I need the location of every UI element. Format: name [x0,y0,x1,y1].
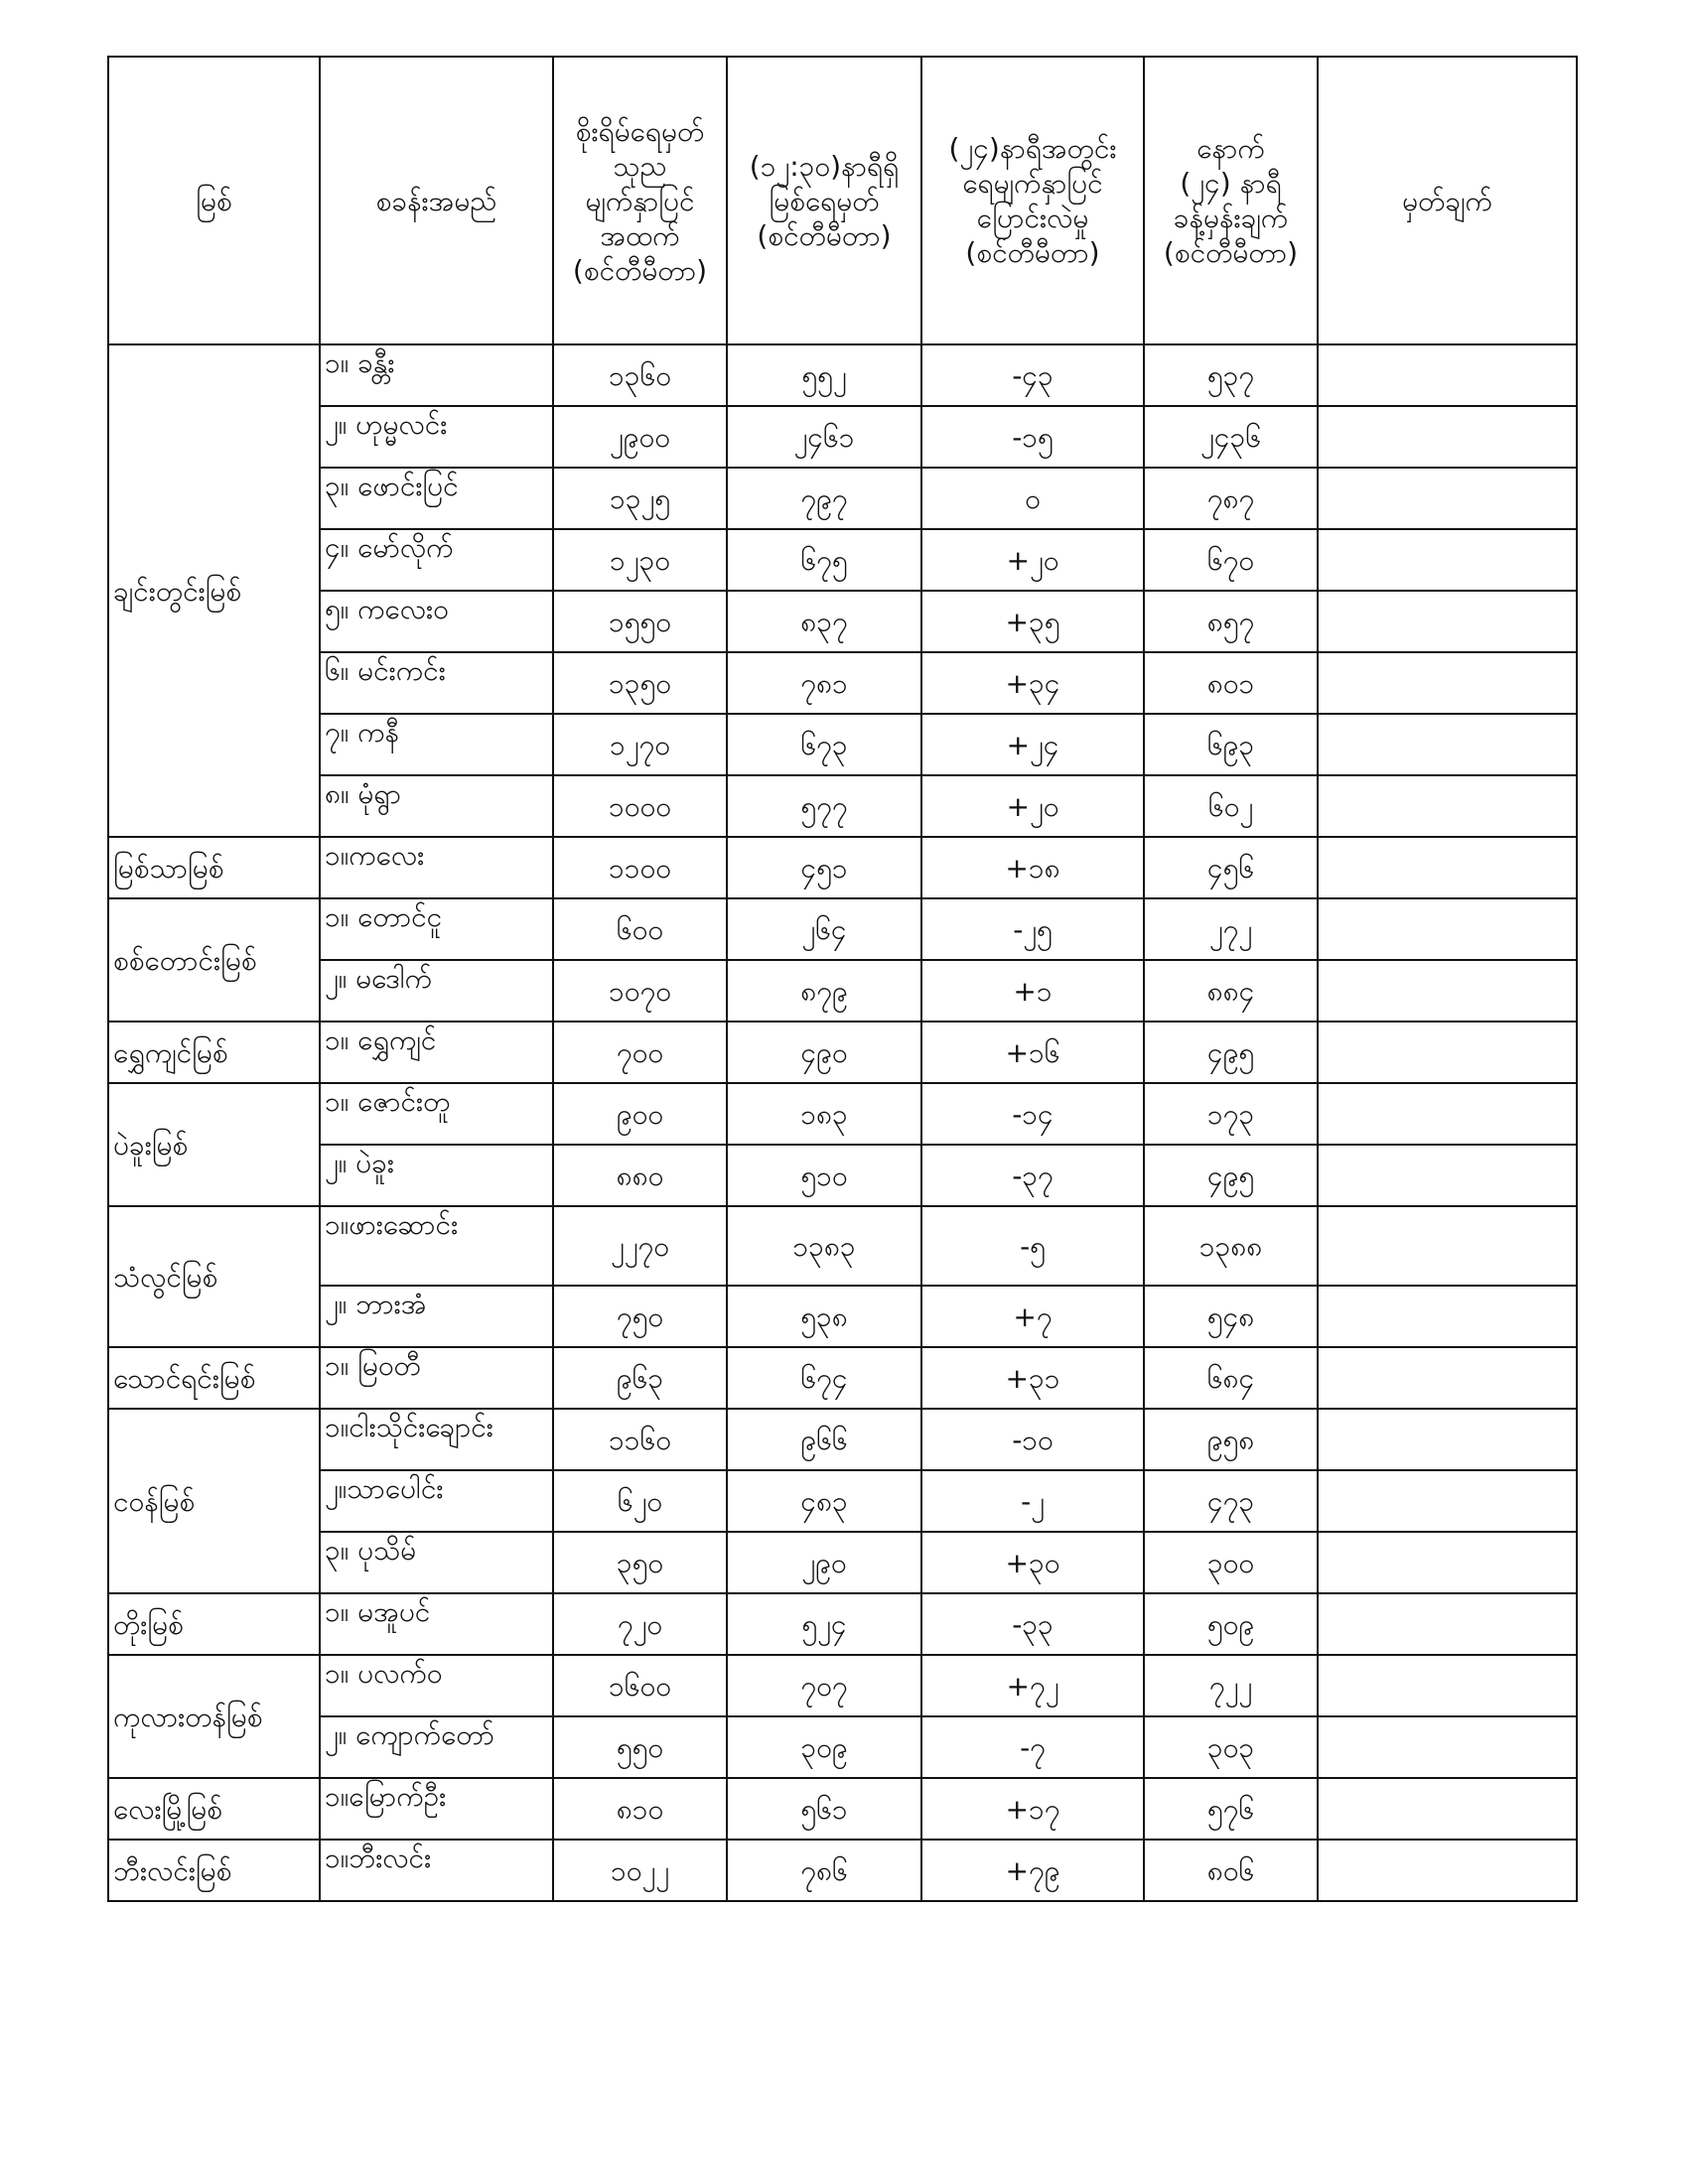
river-name-cell: မြစ်သာမြစ် [108,837,320,898]
current-level-cell: ၈၇၉ [727,960,921,1022]
remark-cell [1318,591,1577,652]
station-cell: ၁။ မြဝတီ [320,1347,553,1409]
table-row [108,1532,1577,1593]
danger-level-cell: ၈၁၀ [553,1778,727,1840]
current-level-cell: ၅၁၀ [727,1145,921,1206]
station-cell: ၁။ ပလက်ဝ [320,1655,553,1716]
table-row [108,344,1577,406]
remark-cell [1318,1778,1577,1840]
remark-cell [1318,468,1577,529]
remark-cell [1318,1716,1577,1778]
current-level-cell: ၅၃၈ [727,1286,921,1347]
forecast-cell: ၅၃၇ [1144,344,1318,406]
danger-level-cell: ၁၀၀၀ [553,775,727,837]
danger-level-cell: ၉၀၀ [553,1083,727,1145]
change-cell: +၂၀ [921,529,1144,591]
current-level-cell: ၆၇၅ [727,529,921,591]
danger-level-cell: ၁၁၆၀ [553,1409,727,1470]
current-level-cell: ၄၈၃ [727,1470,921,1532]
current-level-cell: ၂၆၄ [727,898,921,960]
danger-level-cell: ၇၂၀ [553,1593,727,1655]
station-cell: ၂။ ဘားအံ [320,1286,553,1347]
danger-level-cell: ၅၅၀ [553,1716,727,1778]
river-name-cell: ဘီးလင်းမြစ် [108,1840,320,1901]
current-level-cell: ၉၆၆ [727,1409,921,1470]
forecast-cell: ၄၉၅ [1144,1022,1318,1083]
table-row [108,775,1577,837]
forecast-cell: ၁၃၈၈ [1144,1206,1318,1286]
change-cell: +၃၀ [921,1532,1144,1593]
remark-cell [1318,1409,1577,1470]
station-cell: ၁။ ဇောင်းတူ [320,1083,553,1145]
forecast-cell: ၈၀၁ [1144,652,1318,714]
danger-level-cell: ၁၃၅၀ [553,652,727,714]
danger-level-cell: ၁၁၀၀ [553,837,727,898]
change-cell: -၄၃ [921,344,1144,406]
header-remarks: မှတ်ချက် [1318,57,1577,344]
remark-cell [1318,960,1577,1022]
current-level-cell: ၆၇၃ [727,714,921,775]
change-cell: +၁၇ [921,1778,1144,1840]
current-level-cell: ၅၆၁ [727,1778,921,1840]
forecast-cell: ၆၈၄ [1144,1347,1318,1409]
danger-level-cell: ၁၆၀၀ [553,1655,727,1716]
station-cell: ၁။မြောက်ဦး [320,1778,553,1840]
station-cell: ၄။ မော်လိုက် [320,529,553,591]
remark-cell [1318,1347,1577,1409]
forecast-cell: ၂၇၂ [1144,898,1318,960]
table-row [108,1083,1577,1145]
current-level-cell: ၂၉၀ [727,1532,921,1593]
danger-level-cell: ၁၂၃၀ [553,529,727,591]
river-name-cell: လေးမြို့မြစ် [108,1778,320,1840]
remark-cell [1318,1840,1577,1901]
header-forecast: နောက် (၂၄) နာရီ ခန့်မှန်းချက် (စင်တီမီတာ) [1144,57,1318,344]
table-row [108,960,1577,1022]
river-name-cell: သောင်ရင်းမြစ် [108,1347,320,1409]
current-level-cell: ၄၉၀ [727,1022,921,1083]
table-row [108,1655,1577,1716]
table-body [108,344,1577,1901]
change-cell: -၁၀ [921,1409,1144,1470]
table-row [108,1286,1577,1347]
table-row [108,1470,1577,1532]
danger-level-cell: ၃၅၀ [553,1532,727,1593]
river-name-cell: ရွှေကျင်မြစ် [108,1022,320,1083]
header-danger-level: စိုးရိမ်ရေမှတ် သုည မျက်နှာပြင် အထက် (စင်တီမီတာ) [553,57,727,344]
danger-level-cell: ၁၂၇၀ [553,714,727,775]
table-row [108,1716,1577,1778]
remark-cell [1318,1286,1577,1347]
change-cell: +၃၄ [921,652,1144,714]
current-level-cell: ၁၈၃ [727,1083,921,1145]
current-level-cell: ၇၀၇ [727,1655,921,1716]
station-cell: ၅။ ကလေးဝ [320,591,553,652]
station-cell: ၁။ ခန္တီး [320,344,553,406]
change-cell: +၁ [921,960,1144,1022]
forecast-cell: ၁၇၃ [1144,1083,1318,1145]
danger-level-cell: ၁၀၇၀ [553,960,727,1022]
table-row [108,1347,1577,1409]
current-level-cell: ၇၉၇ [727,468,921,529]
danger-level-cell: ၆၀၀ [553,898,727,960]
remark-cell [1318,344,1577,406]
table-row [108,1593,1577,1655]
current-level-cell: ၄၅၁ [727,837,921,898]
change-cell: +၇၉ [921,1840,1144,1901]
change-cell: ၀ [921,468,1144,529]
table-row [108,591,1577,652]
river-name-cell: ပဲခူးမြစ် [108,1083,320,1206]
station-cell: ၃။ ပုသိမ် [320,1532,553,1593]
forecast-cell: ၅၄၈ [1144,1286,1318,1347]
table-row [108,1022,1577,1083]
station-cell: ၁။ကလေး [320,837,553,898]
station-cell: ၂။သာပေါင်း [320,1470,553,1532]
station-cell: ၈။ မုံရွာ [320,775,553,837]
table-row [108,837,1577,898]
table-row [108,1206,1577,1286]
danger-level-cell: ၂၂၇၀ [553,1206,727,1286]
danger-level-cell: ၈၈၀ [553,1145,727,1206]
station-cell: ၁။ ရွှေကျင် [320,1022,553,1083]
forecast-cell: ၇၂၂ [1144,1655,1318,1716]
remark-cell [1318,1145,1577,1206]
forecast-cell: ၄၅၆ [1144,837,1318,898]
header-river: မြစ် [108,57,320,344]
remark-cell [1318,714,1577,775]
change-cell: -၂ [921,1470,1144,1532]
table-row [108,898,1577,960]
current-level-cell: ၆၇၄ [727,1347,921,1409]
header-24h-change: (၂၄)နာရီအတွင်း ရေမျက်နှာပြင် ပြောင်းလဲမှု (စင်တီမီတာ) [921,57,1144,344]
table-row [108,714,1577,775]
table-row [108,1409,1577,1470]
current-level-cell: ၅၅၂ [727,344,921,406]
change-cell: -၂၅ [921,898,1144,960]
remark-cell [1318,898,1577,960]
table-row [108,652,1577,714]
remark-cell [1318,406,1577,468]
station-cell: ၁။ဖားဆောင်း [320,1206,553,1286]
forecast-cell: ၆၇၀ [1144,529,1318,591]
forecast-cell: ၆၀၂ [1144,775,1318,837]
header-current-level: (၁၂:၃၀)နာရီရှိ မြစ်ရေမှတ် (စင်တီမီတာ) [727,57,921,344]
river-name-cell: တိုးမြစ် [108,1593,320,1655]
change-cell: +၃၅ [921,591,1144,652]
remark-cell [1318,529,1577,591]
station-cell: ၁။ မအူပင် [320,1593,553,1655]
remark-cell [1318,1022,1577,1083]
change-cell: +၁၈ [921,837,1144,898]
change-cell: -၁၄ [921,1083,1144,1145]
change-cell: -၃၇ [921,1145,1144,1206]
danger-level-cell: ၂၉၀၀ [553,406,727,468]
change-cell: +၇ [921,1286,1144,1347]
station-cell: ၁။ဘီးလင်း [320,1840,553,1901]
forecast-cell: ၄၇၃ [1144,1470,1318,1532]
remark-cell [1318,652,1577,714]
river-name-cell: သံလွင်မြစ် [108,1206,320,1347]
change-cell: +၂၄ [921,714,1144,775]
remark-cell [1318,1470,1577,1532]
change-cell: -၁၅ [921,406,1144,468]
forecast-cell: ၈၅၇ [1144,591,1318,652]
change-cell: +၂၀ [921,775,1144,837]
remark-cell [1318,1655,1577,1716]
danger-level-cell: ၇၅၀ [553,1286,727,1347]
forecast-cell: ၂၄၃၆ [1144,406,1318,468]
danger-level-cell: ၁၀၂၂ [553,1840,727,1901]
danger-level-cell: ၁၅၅၀ [553,591,727,652]
station-cell: ၂။ ကျောက်တော် [320,1716,553,1778]
current-level-cell: ၁၃၈၃ [727,1206,921,1286]
forecast-cell: ၅၇၆ [1144,1778,1318,1840]
current-level-cell: ၃၀၉ [727,1716,921,1778]
forecast-cell: ၉၅၈ [1144,1409,1318,1470]
station-cell: ၆။ မင်းကင်း [320,652,553,714]
danger-level-cell: ၆၂၀ [553,1470,727,1532]
current-level-cell: ၇၈၁ [727,652,921,714]
current-level-cell: ၂၄၆၁ [727,406,921,468]
remark-cell [1318,775,1577,837]
change-cell: +၁၆ [921,1022,1144,1083]
change-cell: -၅ [921,1206,1144,1286]
river-name-cell: ချင်းတွင်းမြစ် [108,344,320,837]
forecast-cell: ၈၀၆ [1144,1840,1318,1901]
forecast-cell: ၈၈၄ [1144,960,1318,1022]
remark-cell [1318,837,1577,898]
station-cell: ၂။ မဒေါက် [320,960,553,1022]
danger-level-cell: ၁၃၂၅ [553,468,727,529]
change-cell: -၃၃ [921,1593,1144,1655]
remark-cell [1318,1593,1577,1655]
river-level-table [107,56,1578,1902]
change-cell: -၇ [921,1716,1144,1778]
forecast-cell: ၃၀၃ [1144,1716,1318,1778]
station-cell: ၁။ တောင်ငူ [320,898,553,960]
station-cell: ၂။ ပဲခူး [320,1145,553,1206]
table-row [108,1840,1577,1901]
station-cell: ၇။ ကနီ [320,714,553,775]
forecast-cell: ၅၀၉ [1144,1593,1318,1655]
river-name-cell: စစ်တောင်းမြစ် [108,898,320,1022]
forecast-cell: ၄၉၅ [1144,1145,1318,1206]
header-station: စခန်းအမည် [320,57,553,344]
forecast-cell: ၆၉၃ [1144,714,1318,775]
current-level-cell: ၅၂၄ [727,1593,921,1655]
table-row [108,529,1577,591]
current-level-cell: ၅၇၇ [727,775,921,837]
change-cell: +၇၂ [921,1655,1144,1716]
current-level-cell: ၈၃၇ [727,591,921,652]
remark-cell [1318,1206,1577,1286]
remark-cell [1318,1532,1577,1593]
river-name-cell: ငဝန်မြစ် [108,1409,320,1593]
station-cell: ၁။ငါးသိုင်းချောင်း [320,1409,553,1470]
table-row [108,468,1577,529]
change-cell: +၃၁ [921,1347,1144,1409]
danger-level-cell: ၁၃၆၀ [553,344,727,406]
table-row [108,1778,1577,1840]
station-cell: ၃။ ဖောင်းပြင် [320,468,553,529]
current-level-cell: ၇၈၆ [727,1840,921,1901]
forecast-cell: ၃၀၀ [1144,1532,1318,1593]
table-row [108,406,1577,468]
river-name-cell: ကုလားတန်မြစ် [108,1655,320,1778]
remark-cell [1318,1083,1577,1145]
danger-level-cell: ၉၆၃ [553,1347,727,1409]
table-row [108,1145,1577,1206]
header-row [108,57,1577,344]
danger-level-cell: ၇၀၀ [553,1022,727,1083]
station-cell: ၂။ ဟုမ္မလင်း [320,406,553,468]
forecast-cell: ၇၈၇ [1144,468,1318,529]
